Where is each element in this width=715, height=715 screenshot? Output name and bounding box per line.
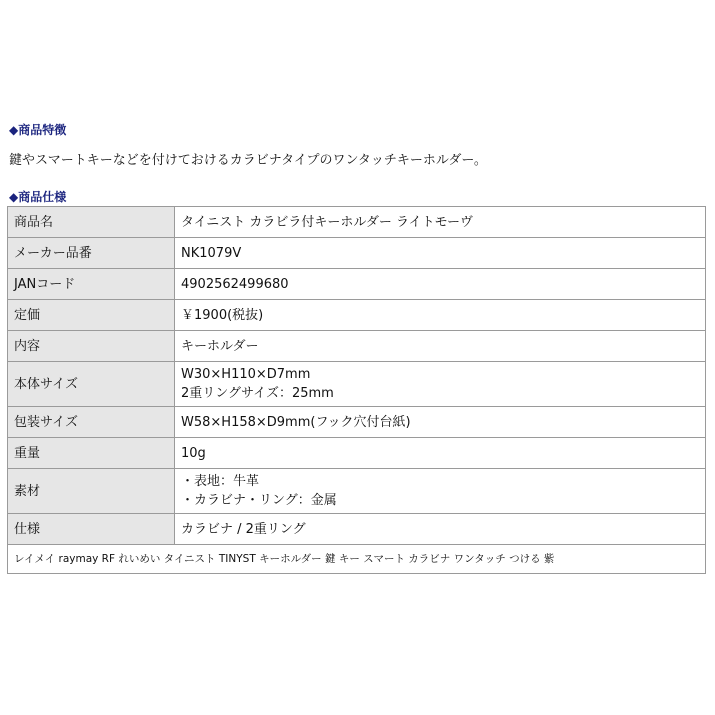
spec-value <box>175 469 706 514</box>
spec-value: カラビナ / 2重リング <box>175 514 706 545</box>
spec-value: 4902562499680 <box>175 269 706 300</box>
spec-value: ￥1900(税抜) <box>175 300 706 331</box>
features-heading: ◆商品特徴 <box>9 123 67 137</box>
spec-row-material <box>8 469 706 514</box>
spec-label: メーカー品番 <box>8 238 175 269</box>
spec-value-line: ・表地：牛革 <box>181 474 260 489</box>
spec-value: W58×H158×D9mm(フック穴付台紙) <box>175 407 706 438</box>
spec-row-keywords <box>8 545 706 574</box>
spec-value-line: W30×H110×D7mm <box>181 367 311 382</box>
spec-label: JANコード <box>8 269 175 300</box>
spec-row-jan-code <box>8 269 706 300</box>
spec-value: キーホルダー <box>175 331 706 362</box>
keywords-text: レイメイ raymay RF れいめい タイニスト TINYST キーホルダー 鍵 キー スマート カラビナ ワンタッチ つける 紫 <box>8 545 706 574</box>
spec-row-spec <box>8 514 706 545</box>
spec-value-line: ・カラビナ・リング：金属 <box>181 493 337 508</box>
spec-table <box>7 206 706 574</box>
specs-heading: ◆商品仕様 <box>9 190 67 204</box>
spec-label: 内容 <box>8 331 175 362</box>
spec-value: タイニスト カラビラ付キーホルダー ライトモーヴ <box>175 207 706 238</box>
spec-value <box>175 362 706 407</box>
spec-label: 仕様 <box>8 514 175 545</box>
spec-row-package-size <box>8 407 706 438</box>
spec-row-weight <box>8 438 706 469</box>
spec-value: NK1079V <box>175 238 706 269</box>
spec-label: 商品名 <box>8 207 175 238</box>
spec-value-line: 2重リングサイズ：25mm <box>181 386 334 401</box>
spec-value: 10g <box>175 438 706 469</box>
spec-row-maker-number <box>8 238 706 269</box>
spec-label: 素材 <box>8 469 175 514</box>
spec-label: 包装サイズ <box>8 407 175 438</box>
features-description: 鍵やスマートキーなどを付けておけるカラビナタイプのワンタッチキーホルダー。 <box>9 153 487 168</box>
spec-label: 重量 <box>8 438 175 469</box>
spec-label: 定価 <box>8 300 175 331</box>
spec-row-price <box>8 300 706 331</box>
spec-row-body-size <box>8 362 706 407</box>
spec-row-product-name <box>8 207 706 238</box>
spec-row-contents <box>8 331 706 362</box>
spec-label: 本体サイズ <box>8 362 175 407</box>
